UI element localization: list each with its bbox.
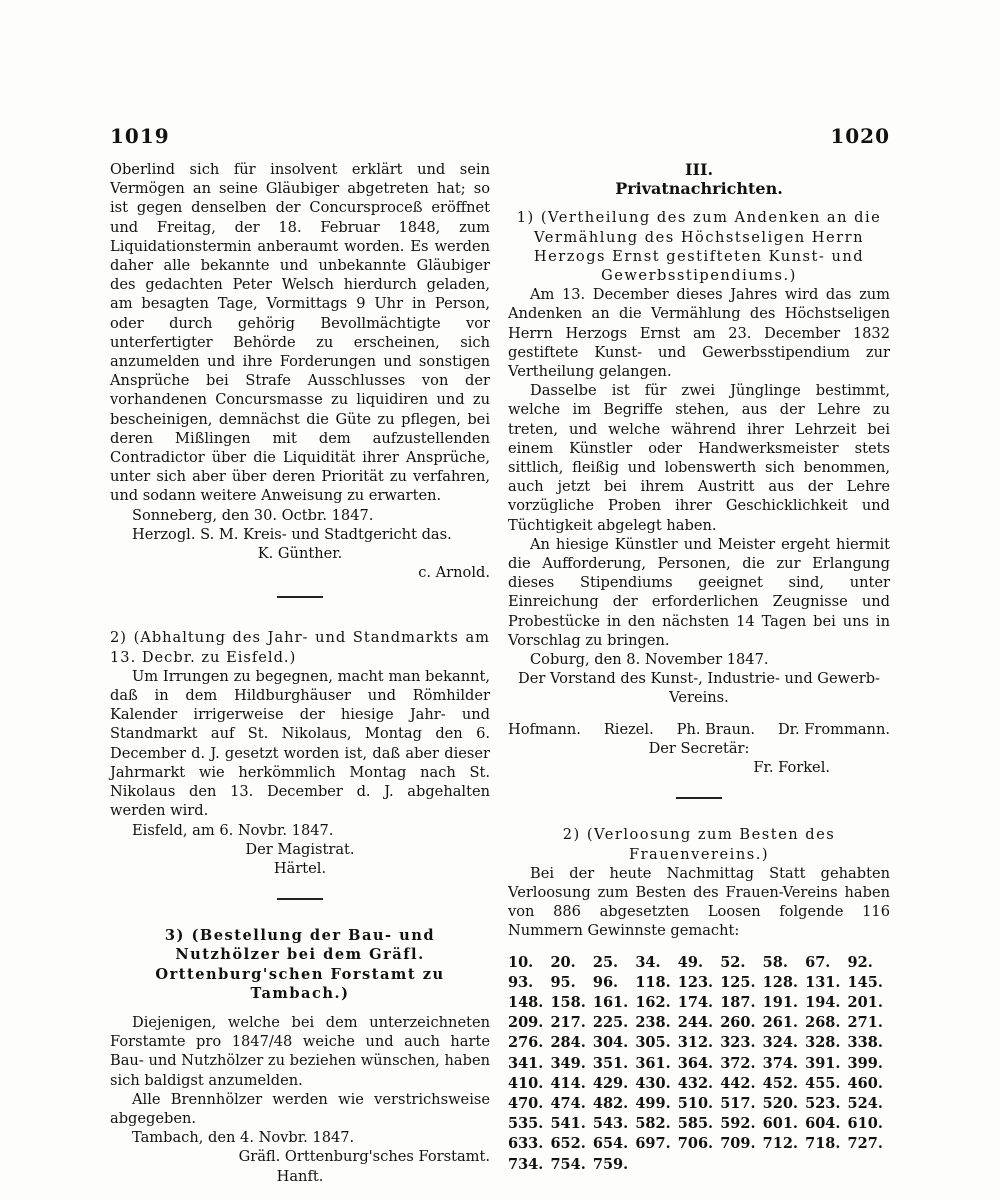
lottery-number: 582.: [635, 1115, 671, 1133]
notice3-signer: Hanft.: [276, 1167, 324, 1185]
lottery-number: 10.: [508, 953, 534, 971]
divider: [676, 797, 722, 799]
right-notice2-heading: 2) (Verloosung zum Besten des Frauenvereins.): [562, 826, 836, 863]
right-notice1-date: Coburg, den 8. November 1847.: [530, 651, 769, 669]
page-number-left: 1019: [110, 124, 170, 148]
lottery-number: 452.: [762, 1074, 798, 1092]
lottery-number: 323.: [720, 1034, 756, 1052]
lottery-number: 364.: [677, 1054, 714, 1072]
lottery-number: 260.: [720, 1014, 756, 1032]
notice2-body: Um Irrungen zu begegnen, macht man bekannt, daß in dem Hildburghäuser und Römhilder Kalender irrigerweise der hiesige Jahr- und Standmarkt auf St. Nikolaus, Montag den 6. December d. J. gesetzt worden ist, daß aber dieser Jahrmarkt wie herkömmlich Montag nach St. Nikolaus den 13. December d. J. abgehalten werden wird.: [110, 667, 490, 820]
lottery-number: 148.: [508, 993, 544, 1011]
lottery-number: 524.: [847, 1094, 883, 1112]
lottery-number: 123.: [677, 973, 714, 991]
notice2-heading: 2) (Abhaltung des Jahr- und Standmarkts am 13. Decbr. zu Eisfeld.): [110, 629, 490, 666]
lottery-number: 162.: [635, 993, 671, 1011]
right-notice1-body2: Dasselbe ist für zwei Jünglinge bestimmt, welche im Begriffe stehen, aus der Lehre zu treten, und welche während ihrer Lehrzeit bei einem Künstler oder Handwerksmeister stets sittlich, fleißig und lobenswerth sich benommen, auch jetzt bei ihrem Austritt aus der Lehre vorzügliche Proben ihrer Geschicklichkeit und Tüchtigkeit abgelegt haben.: [508, 382, 890, 534]
lottery-number: 520.: [762, 1094, 798, 1112]
right-notice1-authority: Der Vorstand des Kunst-, Industrie- und Gewerb-Vereins.: [518, 670, 880, 707]
notice1-signer: K. Günther.: [257, 545, 343, 563]
lottery-number: 349.: [550, 1054, 586, 1072]
lottery-number: 95.: [550, 973, 576, 991]
lottery-number: 523.: [805, 1094, 841, 1112]
divider: [277, 898, 323, 900]
lottery-number: 324.: [762, 1034, 798, 1052]
lottery-number: 361.: [635, 1054, 671, 1072]
lottery-number: 128.: [762, 973, 798, 991]
lottery-number: 482.: [592, 1094, 629, 1112]
lottery-number: 284.: [550, 1034, 586, 1052]
right-notice1-body3: An hiesige Künstler und Meister ergeht hiermit die Aufforderung, Personen, die zur Erlangung dieses Stipendiums geeignet sind, unter Einreichung der erforderlichen Zeugnisse und Probestücke in den nächsten 14 Tagen bei uns in Vorschlag zu bringen.: [508, 535, 890, 649]
lottery-number: 276.: [508, 1034, 544, 1052]
notice2-date: Eisfeld, am 6. Novbr. 1847.: [132, 821, 334, 839]
lottery-number: 244.: [677, 1014, 714, 1032]
lottery-number: 261.: [762, 1014, 798, 1032]
committee-name: Ph. Braun.: [676, 720, 756, 738]
committee-name: Dr. Frommann.: [777, 720, 890, 738]
lottery-number: 374.: [762, 1054, 798, 1072]
lottery-number: 34.: [635, 953, 661, 971]
section-title: Privatnachrichten.: [615, 179, 783, 199]
lottery-number: 209.: [508, 1014, 544, 1032]
lottery-number: 372.: [720, 1054, 756, 1072]
committee-names: [508, 720, 890, 739]
lottery-number: 455.: [805, 1074, 841, 1092]
lottery-number: 93.: [508, 973, 534, 991]
secretary-label: Der Secretär:: [648, 739, 750, 757]
lottery-number: 510.: [677, 1094, 714, 1112]
right-notice1-heading: 1) (Vertheilung des zum Andenken an die Vermählung des Höchstseligen Herrn Herzogs Ernst gestifteten Kunst- und Gewerbsstipendiums.): [516, 209, 882, 285]
lottery-number: 592.: [720, 1115, 756, 1133]
committee-name: Hofmann.: [508, 720, 581, 738]
lottery-number: 201.: [847, 993, 883, 1011]
lottery-number: 67.: [805, 953, 831, 971]
lottery-number: 442.: [720, 1074, 756, 1092]
lottery-number: 217.: [550, 1014, 586, 1032]
lottery-number: 414.: [550, 1074, 586, 1092]
lottery-number: 429.: [592, 1074, 629, 1092]
lottery-number: 399.: [847, 1054, 883, 1072]
lottery-number: 341.: [508, 1054, 544, 1072]
lottery-number: 20.: [550, 953, 576, 971]
right-notice1-body1: Am 13. December dieses Jahres wird das zum Andenken an die Vermählung des Höchstseligen Herrn Herzogs Ernst am 23. December 1832 gestiftete Kunst- und Gewerbsstipendium zur Vertheilung gelangen.: [508, 286, 890, 381]
notice3-authority: Gräfl. Orttenburg'sches Forstamt.: [238, 1148, 490, 1166]
lottery-number: 734.: [508, 1155, 544, 1173]
divider: [277, 596, 323, 598]
lottery-number: 312.: [677, 1034, 714, 1052]
lottery-number: 161.: [592, 993, 629, 1011]
lottery-number: 238.: [635, 1014, 671, 1032]
right-notice2-body: Bei der heute Nachmittag Statt gehabten Verloosung zum Besten des Frauen-Vereins haben von 886 abgesetzten Loosen folgende 116 Nummern Gewinnste gemacht:: [508, 864, 890, 940]
lottery-number: 92.: [847, 953, 873, 971]
lottery-number: 125.: [720, 973, 756, 991]
notice2-authority: Der Magistrat.: [245, 840, 355, 858]
lottery-number: 58.: [762, 953, 788, 971]
lottery-number: 709.: [720, 1135, 756, 1153]
lottery-number: 174.: [677, 993, 714, 1011]
lottery-number: 610.: [847, 1115, 883, 1133]
lottery-number: 718.: [805, 1135, 841, 1153]
lottery-number: 543.: [592, 1115, 629, 1133]
notice1-body: Oberlind sich für insolvent erklärt und sein Vermögen an seine Gläubiger abgetreten hat; so ist gegen denselben der Concursproceß eröffnet und Freitag, der 18. Februar 1848, zum Liquidationstermin anberaumt worden. Es werden daher alle bekannte und unbekannte Gläubiger des gedachten Peter Welsch hierdurch geladen, am besagten Tage, Vormittags 9 Uhr in Person, oder durch gehörig Bevollmächtigte vor unterfertigter Behörde zu erscheinen, sich anzumelden und ihre Forderungen und sonstigen Ansprüche bei Strafe Ausschlusses von der vorhandenen Concursmasse zu liquidiren und zu bescheinigen, demnächst die Güte zu pflegen, bei deren Mißlingen mit dem aufzustellenden Contradictor über die Liquidität ihrer Ansprüche, unter sich aber über deren Priorität zu verfahren, und sodann weitere Anweisung zu erwarten.: [110, 161, 490, 505]
lottery-number: 351.: [592, 1054, 629, 1072]
lottery-number: 754.: [550, 1155, 586, 1173]
right-column: [508, 160, 890, 1174]
notice3-body1: Diejenigen, welche bei dem unterzeichneten Forstamte pro 1847/48 weiche und auch harte Bau- und Nutzhölzer zu beziehen wünschen, haben sich baldigst anzumelden.: [110, 1013, 490, 1089]
lottery-number: 499.: [635, 1094, 671, 1112]
lottery-number: 191.: [762, 993, 798, 1011]
lottery-number: 654.: [592, 1135, 629, 1153]
lottery-number: 187.: [720, 993, 756, 1011]
lottery-number: 633.: [508, 1135, 544, 1153]
lottery-number: 391.: [805, 1054, 841, 1072]
lottery-number: 305.: [635, 1034, 671, 1052]
lottery-number: 25.: [592, 953, 619, 971]
lottery-number: 474.: [550, 1094, 586, 1112]
lottery-number: 52.: [720, 953, 746, 971]
lottery-number: 145.: [847, 973, 883, 991]
lottery-number: 712.: [762, 1135, 798, 1153]
lottery-number: 652.: [550, 1135, 586, 1153]
notice3-date: Tambach, den 4. Novbr. 1847.: [132, 1129, 355, 1147]
lottery-number: 328.: [805, 1034, 841, 1052]
lottery-number: 535.: [508, 1115, 544, 1133]
lottery-number: 432.: [677, 1074, 714, 1092]
lottery-number: 410.: [508, 1074, 544, 1092]
committee-name: Riezel.: [603, 720, 654, 738]
lottery-number: 304.: [592, 1034, 629, 1052]
page-number-right: 1020: [830, 124, 890, 148]
secretary-name: Fr. Forkel.: [753, 759, 830, 777]
lottery-number: 268.: [805, 1014, 841, 1032]
lottery-number: 194.: [805, 993, 841, 1011]
lottery-number: 541.: [550, 1115, 586, 1133]
notice1-clerk: c. Arnold.: [418, 564, 490, 582]
lottery-number: 271.: [847, 1014, 883, 1032]
lottery-number: 706.: [677, 1135, 714, 1153]
lottery-number: 96.: [592, 973, 619, 991]
lottery-number: 517.: [720, 1094, 756, 1112]
notice3-heading: 3) (Bestellung der Bau- und Nutzhölzer bei dem Gräfl. Orttenburg'schen Forstamt zu Tambach.): [155, 927, 445, 1002]
lottery-number: 225.: [592, 1014, 629, 1032]
notice3-body2: Alle Brennhölzer werden wie verstrichsweise abgegeben.: [110, 1090, 490, 1127]
notice1-date: Sonneberg, den 30. Octbr. 1847.: [132, 506, 374, 524]
left-column: [110, 160, 490, 1186]
lottery-number: 118.: [635, 973, 671, 991]
lottery-number: 430.: [635, 1074, 671, 1092]
lottery-number: 697.: [635, 1135, 671, 1153]
lottery-number: 131.: [805, 973, 841, 991]
lottery-number: 601.: [762, 1115, 798, 1133]
section-number: III.: [684, 160, 714, 179]
lottery-number: 470.: [508, 1094, 544, 1112]
lottery-number: 585.: [677, 1115, 714, 1133]
lottery-number: 460.: [847, 1074, 883, 1092]
lottery-number: 338.: [847, 1034, 883, 1052]
notice2-signer: Härtel.: [273, 859, 327, 877]
lottery-number: 727.: [847, 1135, 883, 1153]
lottery-number: 158.: [550, 993, 586, 1011]
lottery-number: 604.: [805, 1115, 841, 1133]
notice1-authority: Herzogl. S. M. Kreis- und Stadtgericht das.: [132, 525, 452, 543]
lottery-number: 49.: [677, 953, 703, 971]
lottery-number: 759.: [592, 1155, 629, 1173]
lottery-numbers: [508, 953, 890, 1174]
